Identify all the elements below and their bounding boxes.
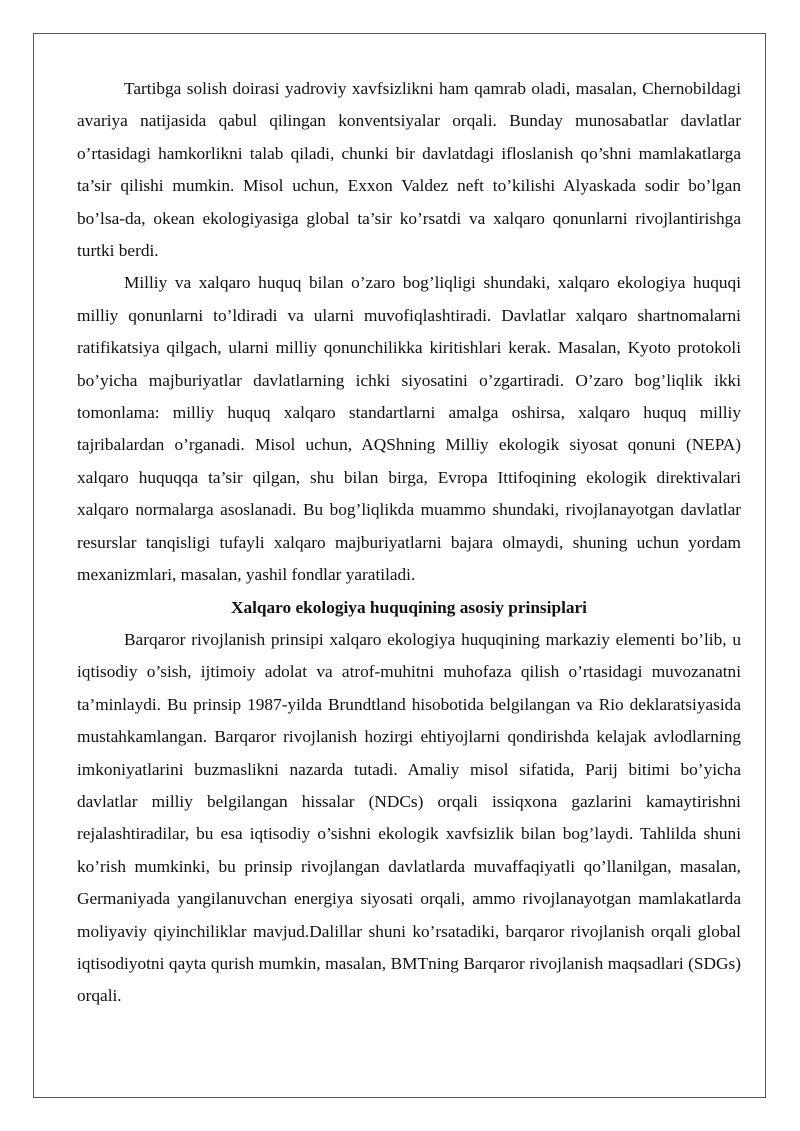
paragraph-nuclear-safety: Tartibga solish doirasi yadroviy xavfsizlikni ham qamrab oladi, masalan, Chernobildagi avariya natijasida qabul qilingan konventsiyalar orqali. Bunday munosabatlar davlatlar o’rtasidagi hamkorlikni talab qiladi, chunki bir davlatdagi ifloslanish qo’shni mamlakatlarga ta’sir qilishi mumkin. Misol uchun, Exxon Valdez neft to’kilishi Alyaskada sodir bo’lgan bo’lsa-da, okean ekologiyasiga global ta’sir ko’rsatdi va xalqaro qonunlarni rivojlantirishga turtki berdi.	[77, 79, 741, 261]
paragraph-national-international-law: Milliy va xalqaro huquq bilan o’zaro bog’liqligi shundaki, xalqaro ekologiya huquqi milliy qonunlarni to’ldiradi va ularni muvofiqlashtiradi. Davlatlar xalqaro shartnomalarni ratifikatsiya qilgach, ularni milliy qonunchilikka kiritishlari kerak. Masalan, Kyoto protokoli bo’yicha majburiyatlar davlatlarning ichki siyosatini o’zgartiradi. O’zaro bog’liqlik ikki tomonlama: milliy huquq xalqaro standartlarni amalga oshirsa, xalqaro huquq milliy tajribalardan o’rganadi. Misol uchun, AQShning Milliy ekologik siyosat qonuni (NEPA) xalqaro huquqqa ta’sir qilgan, shu bilan birga, Evropa Ittifoqining ekologik direktivalari xalqaro normalarga asoslanadi. Bu bog’liqlikda muammo shundaki, rivojlanayotgan davlatlar resurslar tanqisligi tufayli xalqaro majburiyatlarni bajara olmaydi, shuning uchun yordam mexanizmlari, masalan, yashil fondlar yaratiladi.	[77, 273, 741, 585]
document-body	[77, 73, 741, 1013]
section-heading: Xalqaro ekologiya huquqining asosiy prinsiplari	[231, 597, 587, 617]
paragraph-sustainable-development: Barqaror rivojlanish prinsipi xalqaro ekologiya huquqining markaziy elementi bo’lib, u iqtisodiy o’sish, ijtimoiy adolat va atrof-muhitni muhofaza qilish o’rtasidagi muvozanatni ta’minlaydi. Bu prinsip 1987-yilda Brundtland hisobotida belgilangan va Rio deklaratsiyasida mustahkamlangan. Barqaror rivojlanish hozirgi ehtiyojlarni qondirishda kelajak avlodlarning imkoniyatlarini buzmaslikni nazarda tutadi. Amaliy misol sifatida, Parij bitimi bo’yicha davlatlar milliy belgilangan hissalar (NDCs) orqali issiqxona gazlarini kamaytirishni rejalashtiradilar, bu esa iqtisodiy o’sishni ekologik xavfsizlik bilan bog’laydi. Tahlilda shuni ko’rish mumkinki, bu prinsip rivojlangan davlatlarda muvaffaqiyatli qo’llanilgan, masalan, Germaniyada yangilanuvchan energiya siyosati orqali, ammo rivojlanayotgan mamlakatlarda moliyaviy qiyinchiliklar mavjud.Dalillar shuni ko’rsatadiki, barqaror rivojlanish orqali global iqtisodiyotni qayta qurish mumkin, masalan, BMTning Barqaror rivojlanish maqsadlari (SDGs) orqali.	[77, 629, 741, 1006]
